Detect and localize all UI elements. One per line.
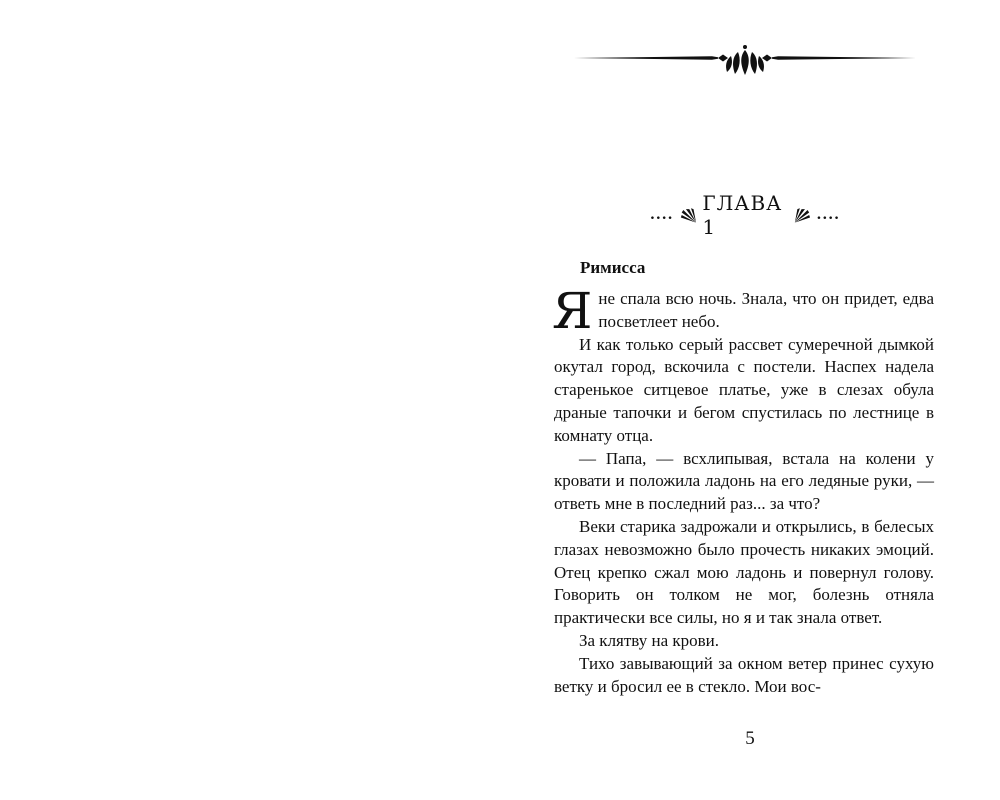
page-number: 5 (745, 728, 755, 749)
paragraph (552, 282, 934, 340)
pov-character-name: Римисса (580, 258, 646, 277)
paragraph: Веки старика задрожали и открылись, в белесых глазах невозможно было прочесть никаких эмоций. Отец крепко сжал мою ладонь и повернул голову. Говорить он толком не мог, болезнь отняла практически все силы, но я и так знала ответ. (554, 516, 934, 628)
chapter-dots-right: .... (816, 207, 840, 223)
paragraph: За клятву на крови. (579, 630, 720, 650)
chapter-heading (650, 191, 840, 239)
body-text (552, 282, 934, 698)
paragraph: — Папа, — всхлипывая, встала на колени у кровати и положила ладонь на его ледяные руки, — ответь мне в последний раз... за что? (554, 448, 934, 514)
fan-ornament-icon (680, 205, 697, 225)
drop-cap: Я (552, 282, 593, 340)
paragraph: Тихо завывающий за окном ветер принес сухую ветку и бросил ее в стекло. Мои вос- (554, 653, 934, 696)
chapter-title: ГЛАВА 1 (702, 191, 783, 239)
flourish-ornament-icon (572, 44, 918, 76)
paragraph: И как только серый рассвет сумеречной дымкой окутал город, вскочила с постели. Наспех надела старенькое ситцевое платье, уже в слезах обула драные тапочки и бегом спустилась по лестнице в комнату отца. (554, 334, 934, 445)
paragraph-text: не спала всю ночь. Знала, что он придет, едва посветлеет небо. (598, 289, 934, 331)
fan-ornament-icon (794, 205, 811, 225)
right-page (500, 0, 1000, 800)
chapter-dots-left: .... (650, 207, 674, 223)
